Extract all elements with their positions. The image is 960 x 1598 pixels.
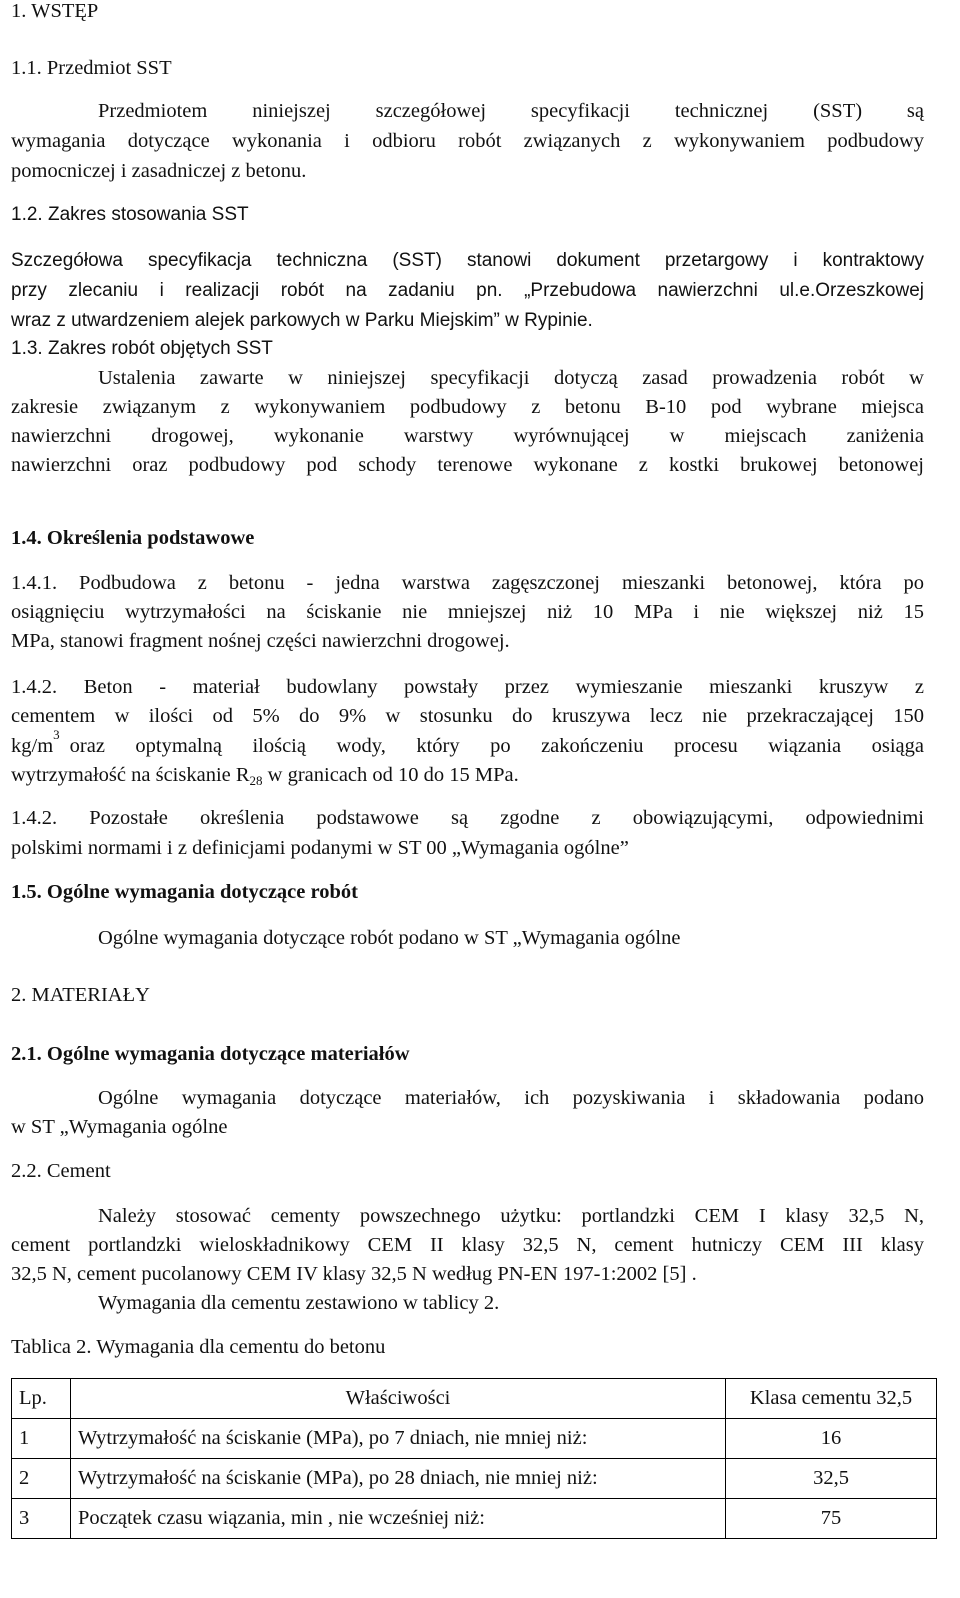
paragraph-line: polskimi normami i z definicjami podanymi w ST 00 „Wymagania ogólne”	[11, 837, 629, 859]
paragraph-line	[11, 727, 924, 758]
text-segment: w granicach od 10 do 15 MPa.	[262, 764, 519, 786]
heading-1-1: 1.1. Przedmiot SST	[11, 57, 172, 79]
paragraph-line: nawierzchni oraz podbudowy pod schody terenowe wykonane z kostki brukowej betonowej	[11, 454, 924, 476]
heading-2: 2. MATERIAŁY	[11, 984, 150, 1006]
paragraph-line: 32,5 N, cement pucolanowy CEM IV klasy 32,5 N według PN-EN 197-1:2002 [5] .	[11, 1263, 697, 1285]
table-row	[12, 1459, 937, 1499]
heading-1-3: 1.3. Zakres robót objętych SST	[11, 338, 273, 359]
table-header-row	[12, 1379, 937, 1419]
subscript: 28	[249, 773, 263, 788]
table-row	[12, 1499, 937, 1539]
table-caption: Tablica 2. Wymagania dla cementu do betonu	[11, 1336, 386, 1358]
header-cement-class: Klasa cementu 32,5	[726, 1379, 937, 1419]
text-segment: wytrzymałość na ściskanie R	[11, 764, 250, 786]
cell-lp: 3	[12, 1499, 71, 1539]
cell-value: 75	[726, 1499, 937, 1539]
cell-property: Wytrzymałość na ściskanie (MPa), po 28 dniach, nie mniej niż:	[71, 1459, 726, 1499]
heading-2-2: 2.2. Cement	[11, 1160, 111, 1182]
paragraph-line: zakresie związanym z wykonywaniem podbudowy z betonu B-10 pod wybrane miejsca	[11, 396, 924, 418]
text-segment: oraz optymalną ilością wody, który po zakończeniu procesu wiązania osiąga	[69, 735, 924, 757]
cell-value: 16	[726, 1419, 937, 1459]
paragraph-line: Ustalenia zawarte w niniejszej specyfikacji dotyczą zasad prowadzenia robót w	[98, 367, 924, 389]
cell-property: Wytrzymałość na ściskanie (MPa), po 7 dniach, nie mniej niż:	[71, 1419, 726, 1459]
paragraph-line: wymagania dotyczące wykonania i odbioru robót związanych z wykonywaniem podbudowy	[11, 130, 924, 152]
paragraph-line: przy zlecaniu i realizacji robót na zadaniu pn. „Przebudowa nawierzchni ul.e.Orzeszkowej	[11, 280, 924, 301]
paragraph-line	[11, 764, 519, 787]
paragraph-line: 1.4.2. Pozostałe określenia podstawowe są zgodne z obowiązującymi, odpowiednimi	[11, 807, 924, 829]
header-lp: Lp.	[12, 1379, 71, 1419]
text-segment: kg/m	[11, 735, 54, 757]
superscript: 3	[53, 727, 60, 742]
paragraph-line: MPa, stanowi fragment nośnej części nawierzchni drogowej.	[11, 630, 510, 652]
paragraph-line: Należy stosować cementy powszechnego użytku: portlandzki CEM I klasy 32,5 N,	[98, 1205, 924, 1227]
paragraph-line: pomocniczej i zasadniczej z betonu.	[11, 160, 307, 182]
paragraph-line: 1.4.1. Podbudowa z betonu - jedna warstwa zagęszczonej mieszanki betonowej, która po	[11, 572, 924, 594]
heading-1-2: 1.2. Zakres stosowania SST	[11, 204, 249, 225]
paragraph-line: cement portlandzki wieloskładnikowy CEM II klasy 32,5 N, cement hutniczy CEM III klasy	[11, 1234, 924, 1256]
header-properties: Właściwości	[71, 1379, 726, 1419]
paragraph-line: w ST „Wymagania ogólne	[11, 1116, 228, 1138]
cell-lp: 1	[12, 1419, 71, 1459]
table-row	[12, 1419, 937, 1459]
paragraph-line: Ogólne wymagania dotyczące robót podano w ST „Wymagania ogólne	[98, 927, 681, 949]
paragraph-line: Szczegółowa specyfikacja techniczna (SST) stanowi dokument przetargowy i kontraktowy	[11, 250, 924, 271]
heading-2-1: 2.1. Ogólne wymagania dotyczące materiałów	[11, 1043, 410, 1065]
paragraph-line: nawierzchni drogowej, wykonanie warstwy wyrównującej w miejscach zaniżenia	[11, 425, 924, 447]
paragraph-line: Wymagania dla cementu zestawiono w tablicy 2.	[98, 1292, 500, 1314]
paragraph-line: 1.4.2. Beton - materiał budowlany powstały przez wymieszanie mieszanki kruszyw z	[11, 676, 924, 698]
heading-1: 1. WSTĘP	[11, 0, 99, 22]
cell-value: 32,5	[726, 1459, 937, 1499]
paragraph-line: Przedmiotem niniejszej szczegółowej specyfikacji technicznej (SST) są	[98, 100, 924, 122]
heading-1-5: 1.5. Ogólne wymagania dotyczące robót	[11, 881, 358, 903]
cement-requirements-table	[11, 1378, 937, 1539]
cell-lp: 2	[12, 1459, 71, 1499]
cell-property: Początek czasu wiązania, min , nie wcześniej niż:	[71, 1499, 726, 1539]
paragraph-line: cementem w ilości od 5% do 9% w stosunku do kruszywa lecz nie przekraczającej 150	[11, 705, 924, 727]
paragraph-line: osiągnięciu wytrzymałości na ściskanie nie mniejszej niż 10 MPa i nie większej niż 15	[11, 601, 924, 623]
heading-1-4: 1.4. Określenia podstawowe	[11, 527, 255, 549]
paragraph-line: wraz z utwardzeniem alejek parkowych w Parku Miejskim” w Rypinie.	[11, 310, 593, 331]
paragraph-line: Ogólne wymagania dotyczące materiałów, ich pozyskiwania i składowania podano	[98, 1087, 924, 1109]
